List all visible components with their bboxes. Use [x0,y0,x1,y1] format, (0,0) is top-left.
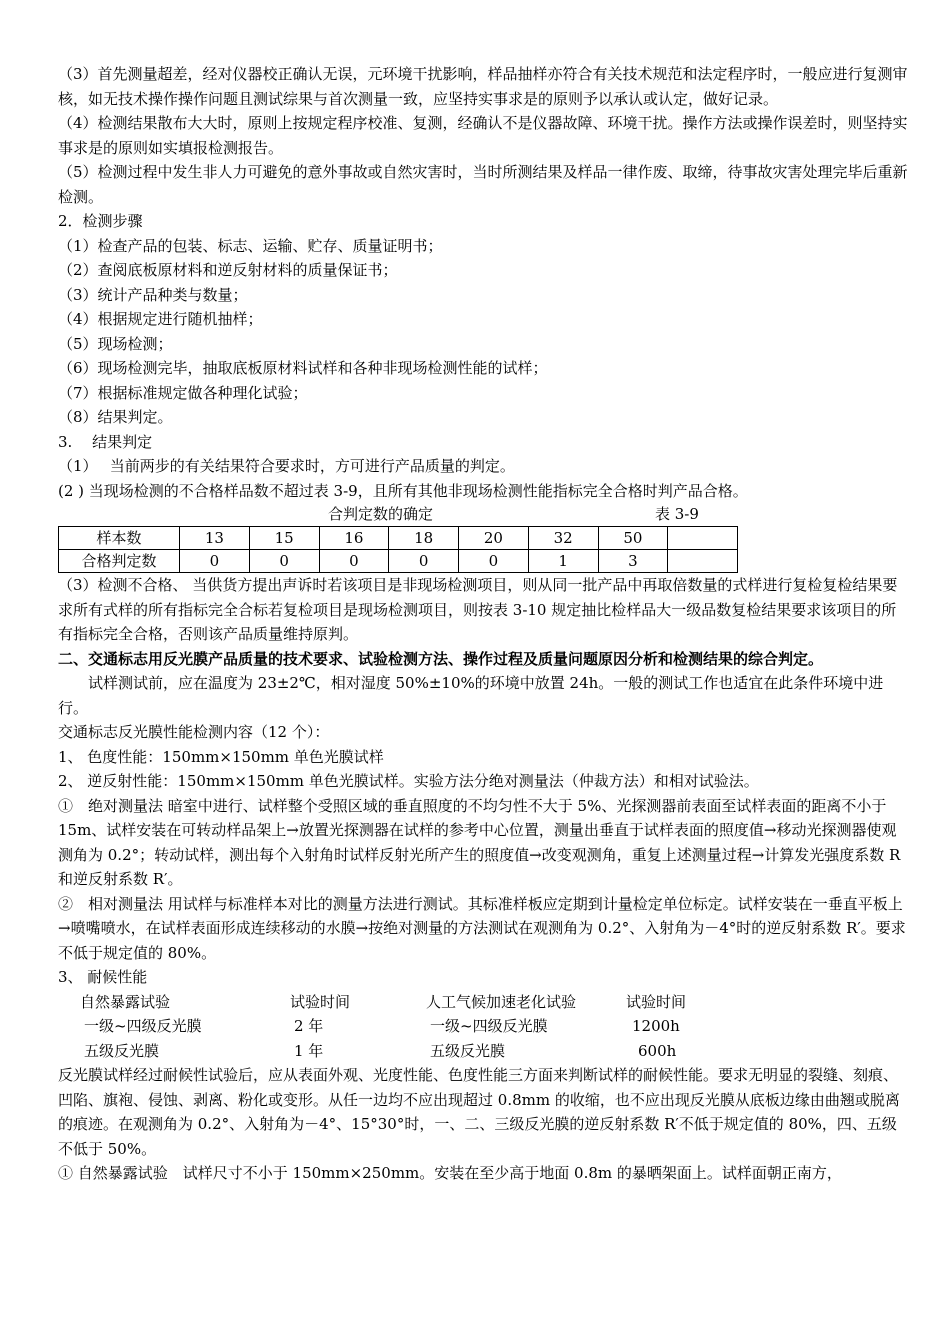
table-cell: 13 [180,527,250,550]
weather-cell: 五级反光膜 [84,1041,160,1060]
section-heading: 二、交通标志用反光膜产品质量的技术要求、试验检测方法、操作过程及质量问题原因分析和检测结果的综合判定。 [58,649,824,668]
table-cell: 20 [459,527,529,550]
list-item: （3）统计产品种类与数量； [58,285,248,304]
weather-cell: 一级~四级反光膜 [430,1017,548,1035]
weather-cell: 五级反光膜 [430,1041,506,1060]
document-page [58,62,908,1186]
list-item: （8）结果判定。 [58,408,173,426]
list-item: （2）查阅底板原材料和逆反射材料的质量保证书； [58,261,398,279]
table-cell: 16 [319,527,389,550]
table-cell: 0 [459,550,529,573]
list-item: 1、 色度性能：150mm×150mm 单色光膜试样 [58,747,384,766]
paragraph: （4）检测结果散布大大时，原则上按规定程序校准、复测，经确认不是仪器故障、环境干扰。操作方法或操作误差时，则坚持实事求是的原则如实填报检测报告。 [58,114,908,157]
list-item: (2 ) 当现场检测的不合格样品数不超过表 3-9，且所有其他非现场检测性能指标完全合格时判产品合格。 [58,481,748,500]
paragraph: ② 相对测量法 用试样与标准样本对比的测量方法进行测试。其标准样板应定期到计量检定单位标定。试样安装在一垂直平板上→喷嘴喷水，在试样表面形成连续移动的水膜→按绝对测量的方法测试在观测角为 0.2°、入射角为－4°时的逆反射系数 R′。要求不低于规定值的 80%。 [58,894,906,962]
table-cell [668,550,738,573]
table-cell: 0 [180,550,250,573]
list-item: （6）现场检测完毕，抽取底板原材料试样和各种非现场检测性能的试样； [58,359,548,377]
paragraph: 试样测试前，应在温度为 23±2℃，相对湿度 50%±10%的环境中放置 24h。一般的测试工作也适宜在此条件环境中进行。 [58,674,884,717]
judgement-table [58,526,738,573]
table-caption [58,503,908,526]
table-title: 合判定数的确定 [328,505,434,523]
list-item: （1）检查产品的包装、标志、运输、贮存、质量证明书； [58,236,443,255]
paragraph: （3）检测不合格、 当供货方提出声诉时若该项目是非现场检测项目，则从同一批产品中再取倍数量的式样进行复检复检结果要求所有式样的所有指标完全合标若复检项目是现场检测项目，则按表 3-10 规定抽比检样品大一级品数复检结果要求该项目的所有指标完全合格，否则该产品质量维持原判。 [58,576,898,643]
weather-header-cell: 试验时间 [290,992,351,1011]
paragraph: 交通标志反光膜性能检测内容（12 个）： [58,723,330,741]
list-item: 2、 逆反射性能：150mm×150mm 单色光膜试样。实验方法分绝对测量法（仲裁方法）和相对试验法。 [58,772,759,790]
table-cell: 15 [249,527,319,550]
weather-cell: 一级~四级反光膜 [84,1017,202,1035]
table-cell: 合格判定数 [59,550,180,573]
table-row [59,550,738,573]
paragraph: ① 自然暴露试验 试样尺寸不小于 150mm×250mm。安装在至少高于地面 0.8m 的暴晒架面上。试样面朝正南方， [58,1164,842,1182]
table-cell: 样本数 [59,527,180,550]
weather-cell: 1 年 [294,1041,324,1060]
paragraph: （5）检测过程中发生非人力可避免的意外事故或自然灾害时，当时所测结果及样品一律作废、取缔，待事故灾害处理完毕后重新检测。 [58,163,908,206]
weather-header-cell: 试验时间 [626,992,687,1011]
paragraph: ① 绝对测量法 暗室中进行、试样整个受照区域的垂直照度的不均匀性不大于 5%、光探测器前表面至试样表面的距离不小于 15m、试样安装在可转动样品架上→放置光探测器在试样的参考中心位置，测量出垂直于试样表面的照度值→移动光探测器使观测角为 0.2°；转动试样，测出每个入射角时试样反射光所产生的照度值→改变观测角，重复上述测量过程→计算发光强度系数 R 和逆反射系数 R′。 [58,796,901,888]
table-number: 表 3-9 [655,505,699,523]
list-item: （4）根据规定进行随机抽样； [58,310,263,328]
table-cell: 1 [528,550,598,573]
weather-table-header [58,990,908,1015]
list-item: 3、 耐候性能 [58,968,148,986]
table-cell: 18 [389,527,459,550]
table-cell [668,527,738,550]
table-row [59,527,738,550]
weather-header-cell: 自然暴露试验 [80,992,171,1011]
weather-cell: 1200h [632,1017,680,1035]
weather-table-row [58,1014,908,1039]
table-cell: 32 [528,527,598,550]
table-cell: 3 [598,550,668,573]
weather-table-row [58,1039,908,1064]
list-item: （7）根据标准规定做各种理化试验； [58,383,308,402]
subheading-detection-steps: 2．检测步骤 [58,212,143,230]
paragraph: （3）首先测量超差，经对仪器校正确认无误，元环境干扰影响，样品抽样亦符合有关技术规范和法定程序时，一般应进行复测审核，如无技术操作操作问题且测试综果与首次测量一致，应坚持实事求是的原则予以承认或认定，做好记录。 [58,65,908,108]
weather-cell: 2 年 [294,1017,324,1035]
list-item: （1） 当前两步的有关结果符合要求时，方可进行产品质量的判定。 [58,457,515,475]
list-item: （5）现场检测； [58,334,173,353]
table-cell: 0 [249,550,319,573]
table-cell: 50 [598,527,668,550]
weather-cell: 600h [638,1041,677,1060]
paragraph: 反光膜试样经过耐候性试验后，应从表面外观、光度性能、色度性能三方面来判断试样的耐候性能。要求无明显的裂缝、刻痕、凹陷、旗袍、侵蚀、剥离、粉化或变形。从任一边均不应出现超过 0.8mm 的收缩，也不应出现反光膜从底板边缘由曲翘或脱离的痕迹。在观测角为 0.2°、入射角为－4°、15°30°时，一、二、三级反光膜的逆反射系数 R′不低于规定值的 80%，四、五级不低于 50%。 [58,1066,900,1158]
subheading-result-judgement: 3. 结果判定 [58,432,153,451]
table-cell: 0 [319,550,389,573]
table-cell: 0 [389,550,459,573]
weather-header-cell: 人工气候加速老化试验 [426,992,577,1011]
